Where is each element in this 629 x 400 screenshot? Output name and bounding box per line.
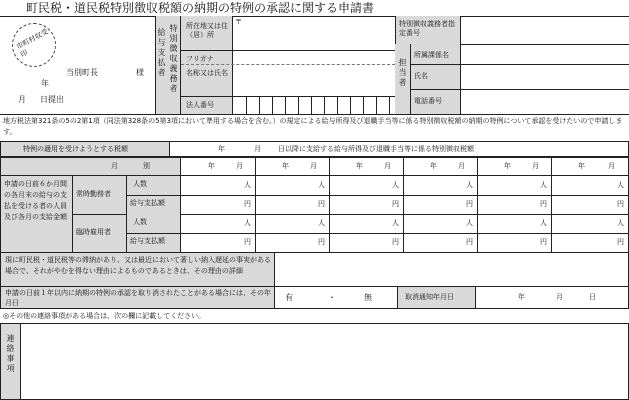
person-field[interactable]	[461, 64, 629, 89]
name-field[interactable]	[233, 64, 395, 94]
submit-year: 年	[41, 79, 49, 88]
monthly-left-label: 申請の日前６か月間の各月末の給与の支払を受ける者の人員及び各月の支給金額	[1, 176, 73, 252]
arrears-field[interactable]	[275, 253, 629, 287]
arrears-label: 現に町民税・道民税等の滞納があり、又は最近において著しい納入遅延の事実がある場合で、それがやむを得ない理由によるものであるときは、その理由の詳細	[0, 253, 275, 287]
unit-label: 円	[617, 200, 624, 208]
unit-label: 人	[318, 181, 325, 189]
amount-cell[interactable]	[329, 176, 403, 195]
addressee: 当別町長	[66, 68, 98, 77]
amount-cell[interactable]	[181, 214, 255, 233]
group-joji: 常時勤務者	[73, 176, 127, 214]
address-label: 所在地又は住（居）所	[186, 22, 228, 39]
corp-number-label: 法人番号	[186, 101, 214, 109]
amount-cell[interactable]	[551, 214, 628, 233]
contact-field[interactable]	[21, 324, 628, 399]
phone-field[interactable]	[461, 89, 629, 114]
amount-cell[interactable]	[181, 195, 255, 214]
unit-label: 人	[540, 181, 547, 189]
unit-label: 円	[244, 238, 251, 246]
designation-number-field[interactable]	[461, 16, 629, 44]
amount-cell[interactable]	[181, 176, 255, 195]
amount-cell[interactable]	[477, 176, 551, 195]
cancel-notice-label: 取消通知年月日	[398, 287, 476, 309]
address-field[interactable]	[233, 16, 395, 50]
unit-label: 人	[466, 181, 473, 189]
unit-label: 円	[617, 238, 624, 246]
receipt-stamp	[12, 23, 56, 67]
cancel-yes-no[interactable]: 有 ・ 無	[275, 287, 398, 309]
amount-cell[interactable]	[255, 195, 329, 214]
submit-month: 月	[18, 95, 26, 104]
tax-row-label: 特例の適用を受けようとする税額	[0, 141, 170, 157]
unit-label: 円	[466, 238, 473, 246]
amount-cell[interactable]	[403, 233, 477, 252]
month-col-4: 年 月	[430, 162, 465, 170]
month-header-cell: 月 別	[1, 158, 181, 175]
furigana-label: フリガナ	[186, 55, 214, 63]
amount-cell[interactable]	[255, 214, 329, 233]
submit-day-label: 日提出	[40, 95, 64, 104]
tantou-vertical-label: 担当者	[395, 44, 411, 114]
unit-label: 人	[540, 219, 547, 227]
intro-text: 地方税法第321条の5の2第1項（同法第328条の5第3項において準用する場合を含む。）の規定による給与所得及び退職手当等に係る特別徴収税額の納期の特例について承認を受けたいので申請します。	[3, 117, 623, 136]
amount-cell[interactable]	[255, 233, 329, 252]
amount-cell[interactable]	[477, 233, 551, 252]
month-col-3: 年 月	[356, 162, 391, 170]
name-label: 名称又は氏名	[186, 69, 228, 77]
unit-label: 人	[466, 219, 473, 227]
unit-label: 人	[392, 219, 399, 227]
dept-field[interactable]	[461, 44, 629, 64]
tantou-label-column: 所属課係名 氏名 電話番号	[411, 44, 461, 114]
unit-label: 円	[540, 238, 547, 246]
month-col-6: 年 月	[578, 162, 615, 170]
unit-label: 円	[392, 238, 399, 246]
unit-label: 円	[466, 200, 473, 208]
amount-cell[interactable]	[551, 233, 628, 252]
postal-mark: 〒	[235, 18, 242, 26]
group-rinji: 臨時雇用者	[73, 214, 127, 252]
cancel-notice-field[interactable]: 年 月 日	[476, 287, 629, 309]
unit-label: 人	[318, 219, 325, 227]
addressee-sama: 様	[136, 68, 144, 77]
unit-label: 人	[392, 181, 399, 189]
amount-cell[interactable]	[329, 195, 403, 214]
tax-row-field[interactable]: 年 月 日以降に支給する給与所得及び退職手当等に係る特別徴収税額	[170, 141, 629, 157]
row-label-column: 人数 給与支払額 人数 給与支払額	[127, 176, 181, 252]
amount-cell[interactable]	[329, 233, 403, 252]
applicant-vertical-label: 給与支払者 特別徴収義務者	[155, 16, 181, 114]
unit-label: 人	[244, 219, 251, 227]
stamp-text: 市町村収受印	[14, 27, 50, 59]
unit-label: 人	[617, 181, 624, 189]
unit-label: 円	[540, 200, 547, 208]
unit-label: 人	[244, 181, 251, 189]
month-col-2: 年 月	[282, 162, 317, 170]
amount-cell[interactable]	[477, 214, 551, 233]
contact-vertical-label: 連絡事項	[1, 324, 21, 399]
amount-cell[interactable]	[551, 176, 628, 195]
unit-label: 円	[392, 200, 399, 208]
page-title: 町民税・道民税特別徴収税額の納期の特例の承認に関する申請書	[26, 1, 375, 15]
designation-label-cell: 特別徴収義務者指定番号	[395, 16, 461, 44]
amount-cell[interactable]	[403, 214, 477, 233]
amount-cell[interactable]	[329, 214, 403, 233]
note-text: ◎その他の連絡事項がある場合は、次の欄に記載してください。	[3, 312, 206, 320]
amount-cell[interactable]	[403, 195, 477, 214]
unit-label: 円	[318, 238, 325, 246]
unit-label: 円	[244, 200, 251, 208]
corp-number-field[interactable]	[233, 96, 395, 114]
amount-cell[interactable]	[551, 195, 628, 214]
month-col-1: 年 月	[208, 162, 243, 170]
amount-cell[interactable]	[403, 176, 477, 195]
amount-cell[interactable]	[255, 176, 329, 195]
month-col-5: 年 月	[504, 162, 539, 170]
furigana-field[interactable]	[233, 50, 395, 64]
amount-cell[interactable]	[477, 195, 551, 214]
cancel-label: 申請の日前１年以内に納期の特例の承認を取り消されたことがある場合には、その年月日	[0, 287, 275, 309]
amount-cell[interactable]	[181, 233, 255, 252]
unit-label: 円	[318, 200, 325, 208]
unit-label: 人	[617, 219, 624, 227]
